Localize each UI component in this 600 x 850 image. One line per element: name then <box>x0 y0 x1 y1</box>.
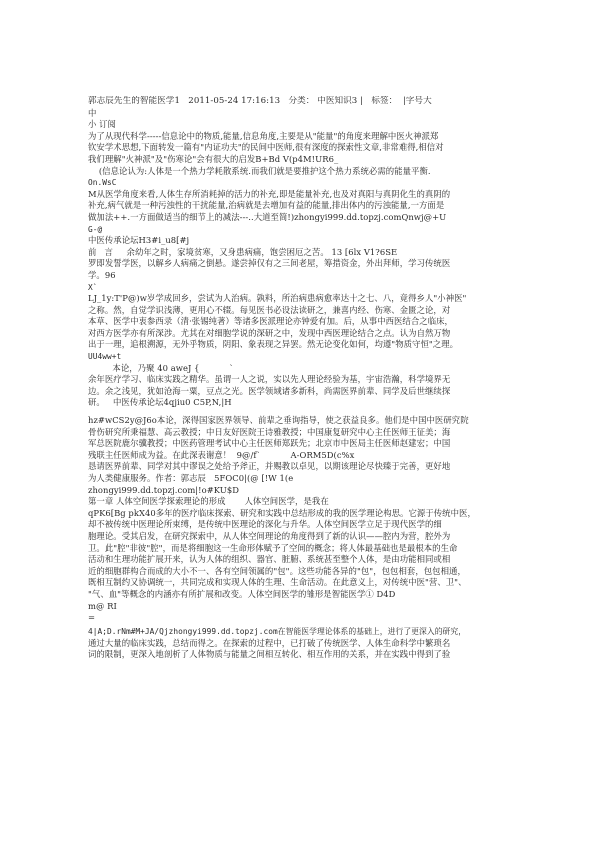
text-line: 却不被传统中医理论所束缚，是传统中医理论的深化与升华。人体空间医学立足于现代医学的细 <box>88 519 442 530</box>
text-line: (信息论认为:人体是一个热力学耗散系统.而我们就是要推护这个热力系统必需的能量平衡. <box>88 165 431 176</box>
blank-line: = <box>88 612 96 623</box>
post-title-line-2: 中 <box>88 107 97 118</box>
text-line: 中医传承论坛H3#i_u8[#j <box>88 235 190 246</box>
text-line: X` <box>88 282 98 292</box>
text-line: 研。 中医传承论坛4qjiu0 C5P,N,|H <box>88 397 232 408</box>
text-line: 补充,病气就是一种污浊性的干扰能量,治病就是去增加有益的能量,排出体内的污浊能量,一方面是 <box>88 200 445 211</box>
text-line: 本草、医学中衷参西录（清·张锡纯著）等诸多医派理论亦钟爱有加。后，从事中西医结合之临床， <box>88 316 453 327</box>
text-line: 既相互制约又协调统一，共同完成和实现人体的生理、生命活动。在此意义上，对传统中医"营、卫"、 <box>88 577 467 588</box>
text-line: 为了从现代科学-----信息论中的物质,能量,信息角度,主要是从"能量"的角度来理解中医火神派郑 <box>88 130 439 141</box>
text-line: 骨伤研究所秉福慧、高云教授；中日友好医院王诗雅教授；中国康复研究中心主任医师王征美；海 <box>88 426 451 437</box>
text-line: 卫。此"腔"非彼"腔"，而是将细胞这一生命形体赋予了空间的概念；将人体最基础也是最根本的生命 <box>88 542 458 553</box>
text-line: 4|A;D.rNm#M+JA/Qjzhongyi999.dd.topzj.com在智能医学理论体系的基础上，进行了更深入的研究， <box>88 627 467 637</box>
text-line: 活动和生理功能扩展开来，认为人体的组织、器官、脏腑、系统甚至整个人体，是由功能相同或相 <box>88 554 451 565</box>
text-line: 出于一理，追根溯源，无外乎物质，阴阳、象表现之异罢。然无论变化如何，均遵"物质守恒"之理。 <box>88 339 459 350</box>
text-line: 恳请医界前辈、同学对其中谬误之处给予斧正，并赐教以卓见，以期该理论尽快臻于完善，更好地 <box>88 461 451 472</box>
text-line: 军总医院鹿尔骥教授；中医药管理考试中心主任医师郑跃先；北京市中医局主任医师赵建宏；中国 <box>88 438 451 449</box>
text-line: UU4ww+t <box>88 352 122 362</box>
text-line: m@ RI <box>88 600 117 611</box>
text-line: 前 言 余幼年之时，家境贫寒，又身患病痛，饱尝困厄之苦。 13 [6lx V1?6SE <box>88 246 398 257</box>
text-line: 残联主任医师成为益。在此深表谢意！ 9@/f` A-ORM5D(c%x <box>88 449 355 460</box>
text-line: qPK6[Bg pkX40多年的医疗临床探索、研究和实践中总结形成的我的医学理论构思。它源于传统中医， <box>88 507 476 518</box>
text-line: 胞理论。受其启发，在研究探索中，从人体空间理论的角度得到了新的认识——腔内为营，腔外为 <box>88 530 451 541</box>
text-line: "气、血"等概念的内涵亦有所扩展和改变。人体空间医学的雏形是智能医学① D4D <box>88 588 396 599</box>
text-line: M从医学角度来看,人体生存所消耗掉的活力的补充,即是能量补充,也及对真阳与真阴化生的真阴的 <box>88 188 451 199</box>
text-line: zhongyi999.dd.topzj.com|!o#KU$D <box>88 484 240 495</box>
text-line: 本论，乃聚 40 aweJ { ` <box>88 362 234 373</box>
text-line: 对西方医学亦有所深涉。尤其在对细胞学说的深研之中，发现中西医理论结合之点。认为自然万物 <box>88 327 451 338</box>
text-line: G-@ <box>88 224 103 234</box>
subscribe-link[interactable]: 小 订阅 <box>88 119 116 130</box>
text-line: 我们理解"火神派"及"伤寒论"会有很大的启发B+Bd V(p4M!UR6_ <box>88 153 339 164</box>
text-line: 做加法++.一方面做适当的细节上的减法---..大道至简!)zhongyi999.dd.topzj.comQnwj@+U <box>88 211 447 222</box>
chapter-heading-line: 第一章 人体空间医学探索理论的形成 人体空间医学，是我在 <box>88 496 329 507</box>
text-line: 为人类健康服务。作者：郭志辰 5FOC0|(@ [!W 1(e <box>88 473 294 483</box>
text-line: 词的限制，更深入地剖析了人体物质与能量之间相互转化、相互作用的关系，并在实践中得到了验 <box>88 649 451 660</box>
text-line: 边。余之浅见，犹如沧海一粟，豆点之光。医学领域诸多新科，尚需医界前辈、同学及后世继续探 <box>88 385 451 396</box>
text-line: 钦安学术思想,下面转发一篇有"内证功夫"的民间中医师,很有深度的探索性文章,非常难得,相信对 <box>88 142 444 153</box>
text-line: 学。96 <box>88 269 116 280</box>
text-line: 近的细胞群构合而成的大小不一、各有空间领属的"包"。这些功能各异的"包"，包包相套，包包相通， <box>88 565 466 576</box>
text-line: LJ_1y:T'P@)w岁学成回乡，尝试为人治病。孰料，所治病患病愈率达十之七、八，竟得乡人"小神医" <box>88 293 467 304</box>
text-line: hz#wCS2y@J6o本论，深得国家医界领导、前辈之垂询指导，使之获益良多。他们是中国中医研究院 <box>88 415 469 426</box>
text-line: On.WsC <box>88 178 117 188</box>
text-line: 之称。然，自觉学识浅薄，更用心不辍。每见医书必设法读研之，兼喜内经、伤寒、金匮之论，对 <box>88 304 451 315</box>
text-line: 罗即发誓学医，以解乡人病痛之倒悬。遂尝掉仅有之三间老屋，筹措资金，外出拜师，学习传统医 <box>88 258 451 269</box>
text-line: 通过大量的临床实践，总结而得之。在探索的过程中，已打破了传统医学、人体生命科学中繁琐名 <box>88 637 451 648</box>
document-body <box>88 96 518 661</box>
text-line: 余年医疗学习、临床实践之精华。虽谓一人之说，实以先人理论经验为基，宇宙浩瀚，科学境界无 <box>88 374 451 385</box>
post-title-line: 郭志辰先生的智能医学1 2011-05-24 17:16:13 分类： 中医知识3 | 标签： |字号大 <box>88 96 432 106</box>
